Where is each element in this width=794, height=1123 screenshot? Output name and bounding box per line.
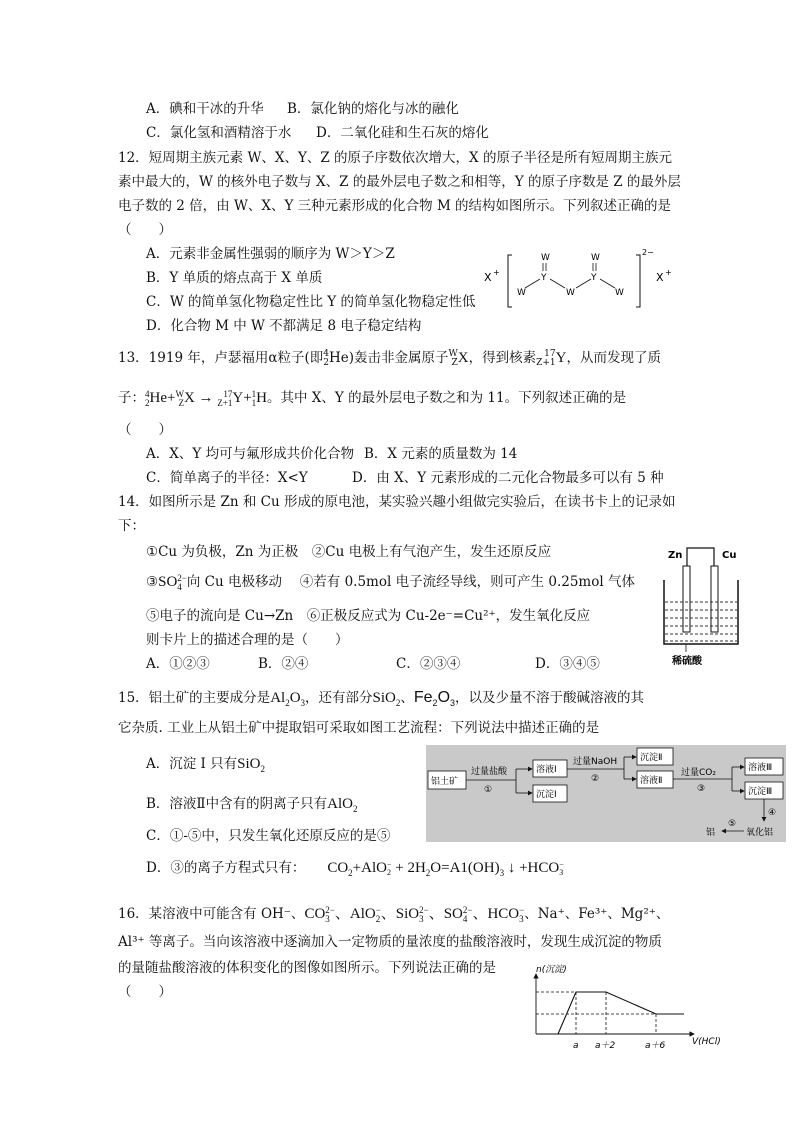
q12-stem-line1: 12．短周期主族元素 W、X、Y、Z 的原子序数依次增大，X 的原子半径是所有短周期主族元 — [118, 150, 672, 166]
q16-line1-part-b: 、Na⁺、Fe³⁺、Mg²⁺、 — [524, 906, 670, 922]
flow-sol3: 溶液Ⅲ — [748, 763, 773, 773]
flow-naoh: 过量NaOH — [573, 757, 618, 767]
q13-nuclear-equation: 4 2He+W ZX → 17 Z+1Y+1 1H — [145, 388, 268, 408]
flow-step4: ④ — [768, 808, 777, 818]
q15-process-flow-figure — [426, 745, 786, 842]
q16-chart-tick-a6: a＋6 — [645, 1041, 666, 1051]
flow-ppt3: 沉淀Ⅲ — [748, 787, 773, 797]
q12-cation-left-charge: + — [493, 268, 500, 277]
q16-chart-xlabel: V(HCl) — [692, 1037, 721, 1047]
q14-option-b: B．②④ — [258, 656, 309, 672]
q16-answer-paren: （ ） — [118, 984, 172, 1000]
q13-stem-line2 — [118, 388, 626, 408]
q14-item3-prefix: ③ — [146, 574, 159, 590]
q11-option-c: C．氯化氢和酒精溶于水 — [146, 125, 292, 141]
q14-item-5-6: ⑤电子的流向是 Cu→Zn ⑥正极反应式为 Cu-2e⁻=Cu²⁺，发生氧化反应 — [146, 608, 591, 624]
flow-step3: ③ — [697, 784, 706, 794]
flow-sol2: 溶液Ⅱ — [640, 776, 663, 786]
q16-chart-ylabel: n(沉淀) — [536, 965, 567, 975]
q14-cu-label: Cu — [722, 550, 737, 561]
flow-ppt2: 沉淀Ⅱ — [640, 753, 663, 763]
q13-y-nuclide-index: 17 Z+1 — [536, 348, 556, 368]
q13-option-b: B．X 元素的质量数为 14 — [364, 446, 518, 462]
q14-item3-rest: 向 Cu 电极移动 ④若有 0.5mol 电子流经导线，则可产生 0.25mol 气体 — [186, 574, 635, 590]
q14-stem-line1: 14．如图所示是 Zn 和 Cu 形成的原电池，某实验兴趣小组做完实验后，在读书卡上的记录如 — [118, 494, 676, 510]
q13-option-c: C．简单离子的半径：X<Y — [146, 470, 308, 486]
q12-cation-left: X — [484, 271, 492, 284]
q11-option-a: A．碘和干冰的升华 — [146, 101, 264, 117]
q12-atom-y-right: Y — [591, 273, 597, 283]
flow-sol1: 溶液Ⅰ — [536, 765, 557, 775]
q16-stem-line1 — [118, 904, 669, 924]
q12-option-a: A．元素非金属性强弱的顺序为 W＞Y＞Z — [146, 246, 395, 262]
q14-question: 则卡片上的描述合理的是（ ） — [146, 632, 349, 648]
q12-atom-w-top-left: W — [541, 253, 550, 263]
q15-line1-part-b: ，还有部分 — [305, 690, 373, 706]
q15-stem-line1: 15．铝土矿的主要成分是$Al_2O_3$，还有部分SiO$_2$、$Fe_2O_3$，以及少量不溶于酸碱溶液的其 — [118, 689, 645, 709]
q13-stem-line1: 13．1919 年，卢瑟福用α粒子(即4 2He)轰击非金属原子W ZX，得到核素 17 Z+1Y，从而发现了质 — [118, 348, 661, 368]
flow-ppt1: 沉淀Ⅰ — [536, 790, 557, 800]
flow-step2: ② — [591, 774, 600, 784]
q14-sulfate-ion: SO2− 4 — [158, 572, 187, 592]
flow-step1: ① — [484, 785, 493, 795]
q14-option-a: A．①②③ — [146, 656, 210, 672]
q12-atom-w-top-right: W — [591, 253, 600, 263]
q15-option-a-text: A．沉淀 I 只有 — [146, 756, 238, 772]
q12-atom-y-left: Y — [541, 273, 547, 283]
q15-line1-part-c: 、 — [400, 690, 414, 706]
flow-ore: 铝土矿 — [431, 777, 459, 787]
q12-option-d: D．化合物 M 中 W 不都满足 8 电子稳定结构 — [146, 318, 422, 334]
q12-atom-w-outer-left: W — [517, 288, 526, 298]
q12-stem-line2: 素中最大的，W 的核外电子数与 X、Z 的最外层电子数之和相等，Y 的原子序数是 Z 的最外层 — [118, 174, 681, 190]
q12-atom-w-outer-right: W — [615, 288, 624, 298]
q13-x-nuclide-index: W Z — [448, 348, 458, 368]
q16-ion-list: CO2− 3 、AlO− 2、SiO2− 3 、SO2− 4 、HCO− 3 — [304, 904, 525, 924]
q12-anion-charge: 2− — [642, 248, 654, 257]
q12-cation-right: X — [656, 271, 664, 284]
q13-line1-part-d: ，从而发现了质 — [566, 350, 661, 366]
q12-answer-paren: （ ） — [118, 222, 172, 238]
q11-option-b: B．氯化钠的熔化与冰的融化 — [287, 101, 459, 117]
q15-option-b: B．溶液Ⅱ中含有的阴离子只有AlO$_2$ — [146, 796, 358, 814]
q15-option-b-text: B．溶液Ⅱ中含有的阴离子只有 — [146, 796, 328, 812]
q14-stem-line2: 下： — [118, 518, 145, 534]
q15-option-d — [146, 858, 564, 883]
q13-option-a: A．X、Y 均可与氟形成共价化合物 — [146, 446, 355, 462]
q16-chart-tick-a: a — [573, 1041, 579, 1051]
q15-option-d-text: D．③的离子方程式只有： — [146, 860, 306, 876]
q16-line1-part-a: 16．某溶液中可能含有 OH⁻、 — [118, 906, 305, 922]
flow-co2: 过量CO₂ — [681, 768, 716, 778]
q11-option-d: D．二氧化硅和生石灰的熔化 — [316, 125, 489, 141]
q13-line1-part-b: He)轰击非金属原子 — [328, 350, 449, 366]
flow-hcl: 过量盐酸 — [471, 767, 508, 777]
q14-galvanic-cell-figure — [660, 540, 760, 668]
q15-option-c: C．①-⑤中，只发生氧化还原反应的是⑤ — [146, 828, 391, 844]
q15-line1-part-d: ，以及少量不溶于酸碱溶液的其 — [455, 690, 645, 706]
q12-cation-right-charge: + — [665, 268, 672, 277]
q16-chart-tick-a2: a＋2 — [595, 1041, 616, 1051]
q13-line2-part-a: 子： — [118, 390, 145, 406]
flow-step5: ⑤ — [728, 819, 737, 829]
q15-stem-line2: 它杂质. 工业上从铝土矿中提取铝可采取如图工艺流程：下列说法中描述正确的是 — [118, 720, 600, 736]
q14-option-c: C．②③④ — [396, 656, 461, 672]
q13-line2-part-b: 。其中 X、Y 的最外层电子数之和为 11。下列叙述正确的是 — [267, 390, 627, 406]
q14-item-3-4 — [146, 572, 635, 592]
q13-he-nuclide-index: 4 2 — [323, 348, 329, 368]
q16-precipitate-chart — [524, 958, 730, 1054]
q16-chart-curve — [558, 992, 684, 1034]
q12-option-b: B．Y 单质的熔点高于 X 单质 — [146, 270, 323, 286]
q15-ionic-equation: $CO_2+AlO-$ $2 + 2H_2O=A1(OH)_3$ ↓ +HCO− 3 — [327, 859, 564, 878]
q12-structure-figure — [480, 245, 680, 315]
q12-atom-w-bridge: W — [566, 288, 575, 298]
flow-al2o3: 氧化铝 — [746, 828, 774, 838]
q13-line1-part-c: ，得到核素 — [468, 350, 537, 366]
q14-option-d: D．③④⑤ — [535, 656, 600, 672]
q14-zn-label: Zn — [668, 550, 683, 561]
q16-stem-line3: 的量随盐酸溶液的体积变化的图像如图所示。下列说法正确的是 — [118, 960, 496, 976]
q13-answer-paren: （ ） — [118, 422, 172, 438]
flow-al: 铝 — [706, 828, 716, 838]
q13-option-d: D．由 X、Y 元素形成的二元化合物最多可以有 5 种 — [352, 470, 664, 486]
q14-acid-label: 稀硫酸 — [672, 656, 702, 667]
q15-line1-part-a: 15．铝土矿的主要成分是 — [118, 690, 271, 706]
q13-line1-part-a: 13．1919 年，卢瑟福用α粒子(即 — [118, 350, 324, 366]
q14-item-1-2: ①Cu 为负极，Zn 为正极 ②Cu 电极上有气泡产生，发生还原反应 — [146, 544, 552, 560]
q12-option-c: C．W 的简单氢化物稳定性比 Y 的简单氢化物稳定性低 — [146, 294, 476, 310]
q15-option-a: A．沉淀 I 只有SiO$_2$ — [146, 756, 266, 774]
q16-stem-line2: Al³⁺ 等离子。当向该溶液中逐滴加入一定物质的量浓度的盐酸溶液时，发现生成沉淀的物质 — [118, 934, 662, 950]
q12-stem-line3: 电子数的 2 倍，由 W、X、Y 三种元素形成的化合物 M 的结构如图所示。下列叙述正确的是 — [118, 198, 672, 214]
